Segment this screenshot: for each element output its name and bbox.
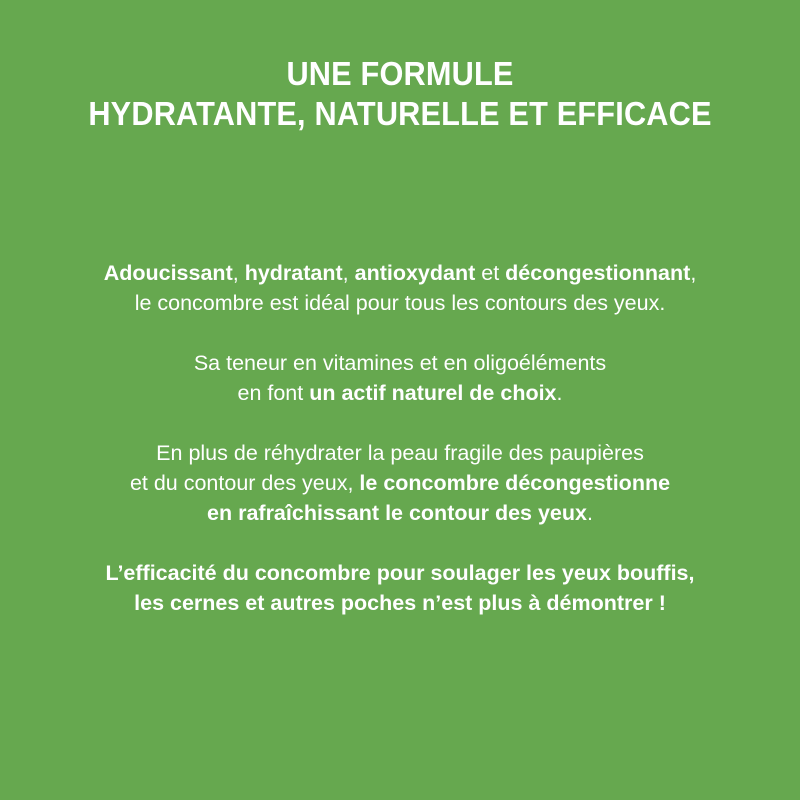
vitamins-highlight: un actif naturel de choix [309,381,557,405]
efficacy-text-2: les cernes et autres poches n’est plus à démontrer ! [134,591,666,615]
properties-line-1 [0,258,800,288]
description-block [0,258,800,648]
vitamins-pre: en font [237,381,310,405]
paragraph-efficacy [0,558,800,618]
headline-line-1: UNE FORMULE [286,55,514,92]
rehydrate-highlight-2: en rafraîchissant le contour des yeux [207,501,587,525]
rehydrate-post: . [586,501,593,525]
property-antioxydant: antioxydant [354,261,476,285]
vitamins-post: . [556,381,563,405]
paragraph-properties [0,258,800,318]
rehydrate-line-2 [0,468,800,498]
paragraph-vitamins [0,348,800,408]
rehydrate-pre: et du contour des yeux, [129,471,360,495]
rehydrate-highlight-1: le concombre décongestionne [359,471,671,495]
property-hydratant: hydratant [244,261,343,285]
efficacy-line-1 [0,558,800,588]
rehydrate-line-3 [0,498,800,528]
headline-line-2: HYDRATANTE, NATURELLE ET EFFICACE [88,95,712,132]
paragraph-rehydrate [0,438,800,528]
separator: , [232,261,245,285]
rehydrate-line-1: En plus de réhydrater la peau fragile des paupières [156,441,644,465]
separator: , [690,261,697,285]
vitamins-line-2 [0,378,800,408]
properties-line-2: le concombre est idéal pour tous les contours des yeux. [134,291,666,315]
separator: , [342,261,355,285]
property-adoucissant: Adoucissant [103,261,233,285]
headline [28,54,772,134]
property-decongestionnant: décongestionnant [505,261,691,285]
separator: et [475,261,506,285]
vitamins-line-1: Sa teneur en vitamines et en oligoéléments [193,351,607,375]
efficacy-line-2 [0,588,800,618]
efficacy-text-1: L’efficacité du concombre pour soulager les yeux bouffis, [105,561,695,585]
